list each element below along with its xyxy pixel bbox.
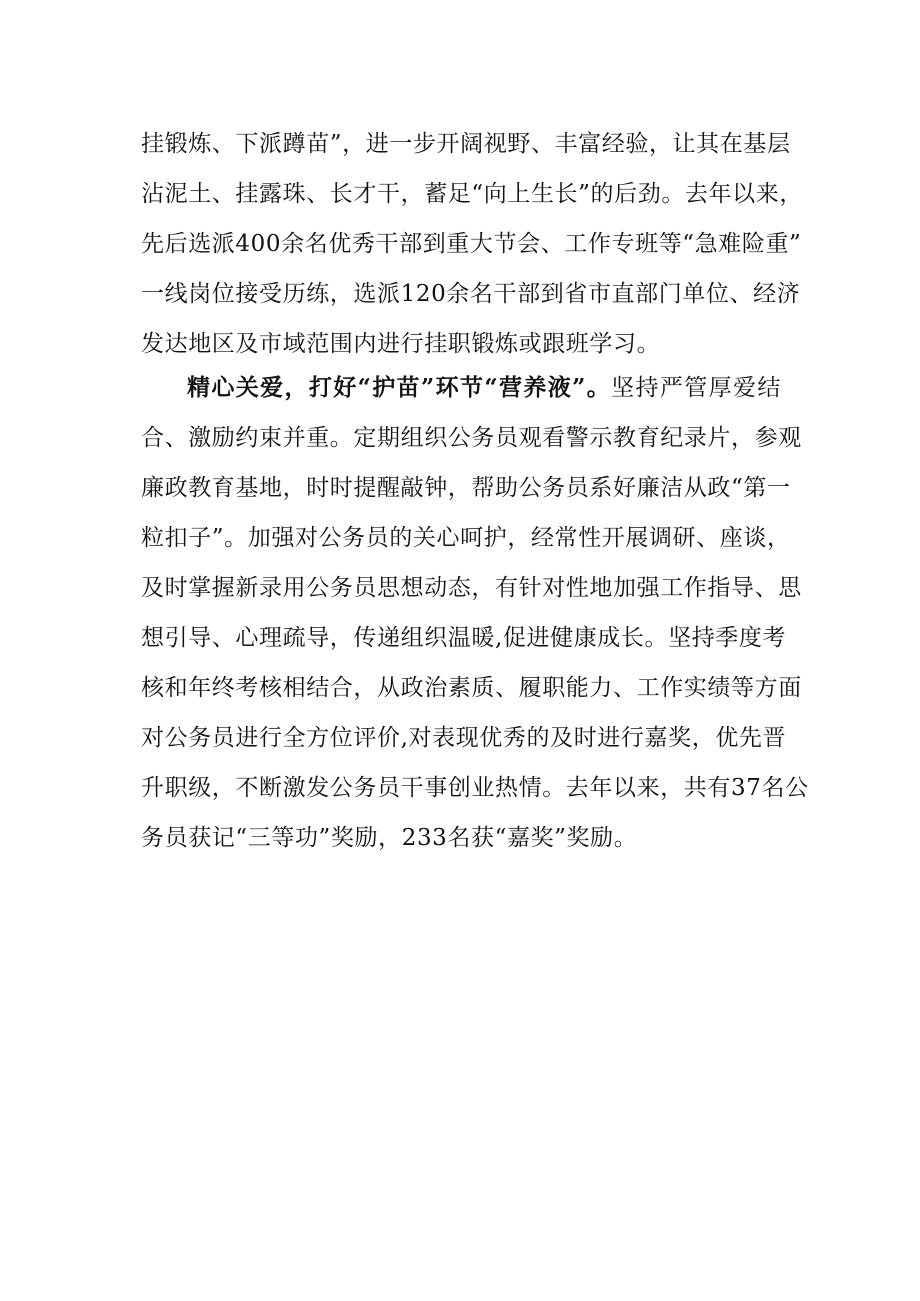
- text-line: 合、激励约束并重。定期组织公务员观看警示教育纪录片，参观: [141, 425, 802, 451]
- text-line: 对公务员进行全方位评价,对表现优秀的及时进行嘉奖，优先晋: [141, 725, 787, 751]
- heading-line-rest: 坚持严管厚爱结: [611, 375, 781, 401]
- text-line: 一线岗位接受历练，选派120余名干部到省市直部门单位、经济: [141, 281, 801, 307]
- paragraph-heading: 精心关爱，打好“护苗”环节“营养液”。: [187, 374, 612, 401]
- text-line: 想引导、心理疏导，传递组织温暖,促进健康成长。坚持季度考: [141, 625, 787, 651]
- text-line: 发达地区及市域范围内进行挂职锻炼或跟班学习。: [141, 331, 661, 357]
- text-line: 及时掌握新录用公务员思想动态，有针对性地加强工作指导、思: [141, 575, 802, 601]
- text-line: 核和年终考核相结合，从政治素质、履职能力、工作实绩等方面: [141, 675, 802, 701]
- text-line: 挂锻炼、下派蹲苗”，进一步开阔视野、丰富经验，让其在基层: [141, 131, 791, 157]
- text-line: 沾泥土、挂露珠、长才干，蓄足“向上生长”的后劲。去年以来，: [141, 181, 803, 207]
- paragraph-1: [141, 119, 803, 369]
- paragraph-2: [141, 363, 809, 863]
- paragraph-first-line: [141, 363, 781, 413]
- text-line: 升职级，不断激发公务员干事创业热情。去年以来，共有37名公: [141, 775, 809, 801]
- text-line: 粒扣子”。加强对公务员的关心呵护，经常性开展调研、座谈，: [141, 525, 791, 551]
- text-line: 先后选派400余名优秀干部到重大节会、工作专班等“急难险重”: [141, 231, 802, 257]
- text-line: 廉政教育基地，时时提醒敲钟，帮助公务员系好廉洁从政“第一: [141, 475, 791, 501]
- text-line: 务员获记“三等功”奖励，233名获“嘉奖”奖励。: [141, 825, 638, 851]
